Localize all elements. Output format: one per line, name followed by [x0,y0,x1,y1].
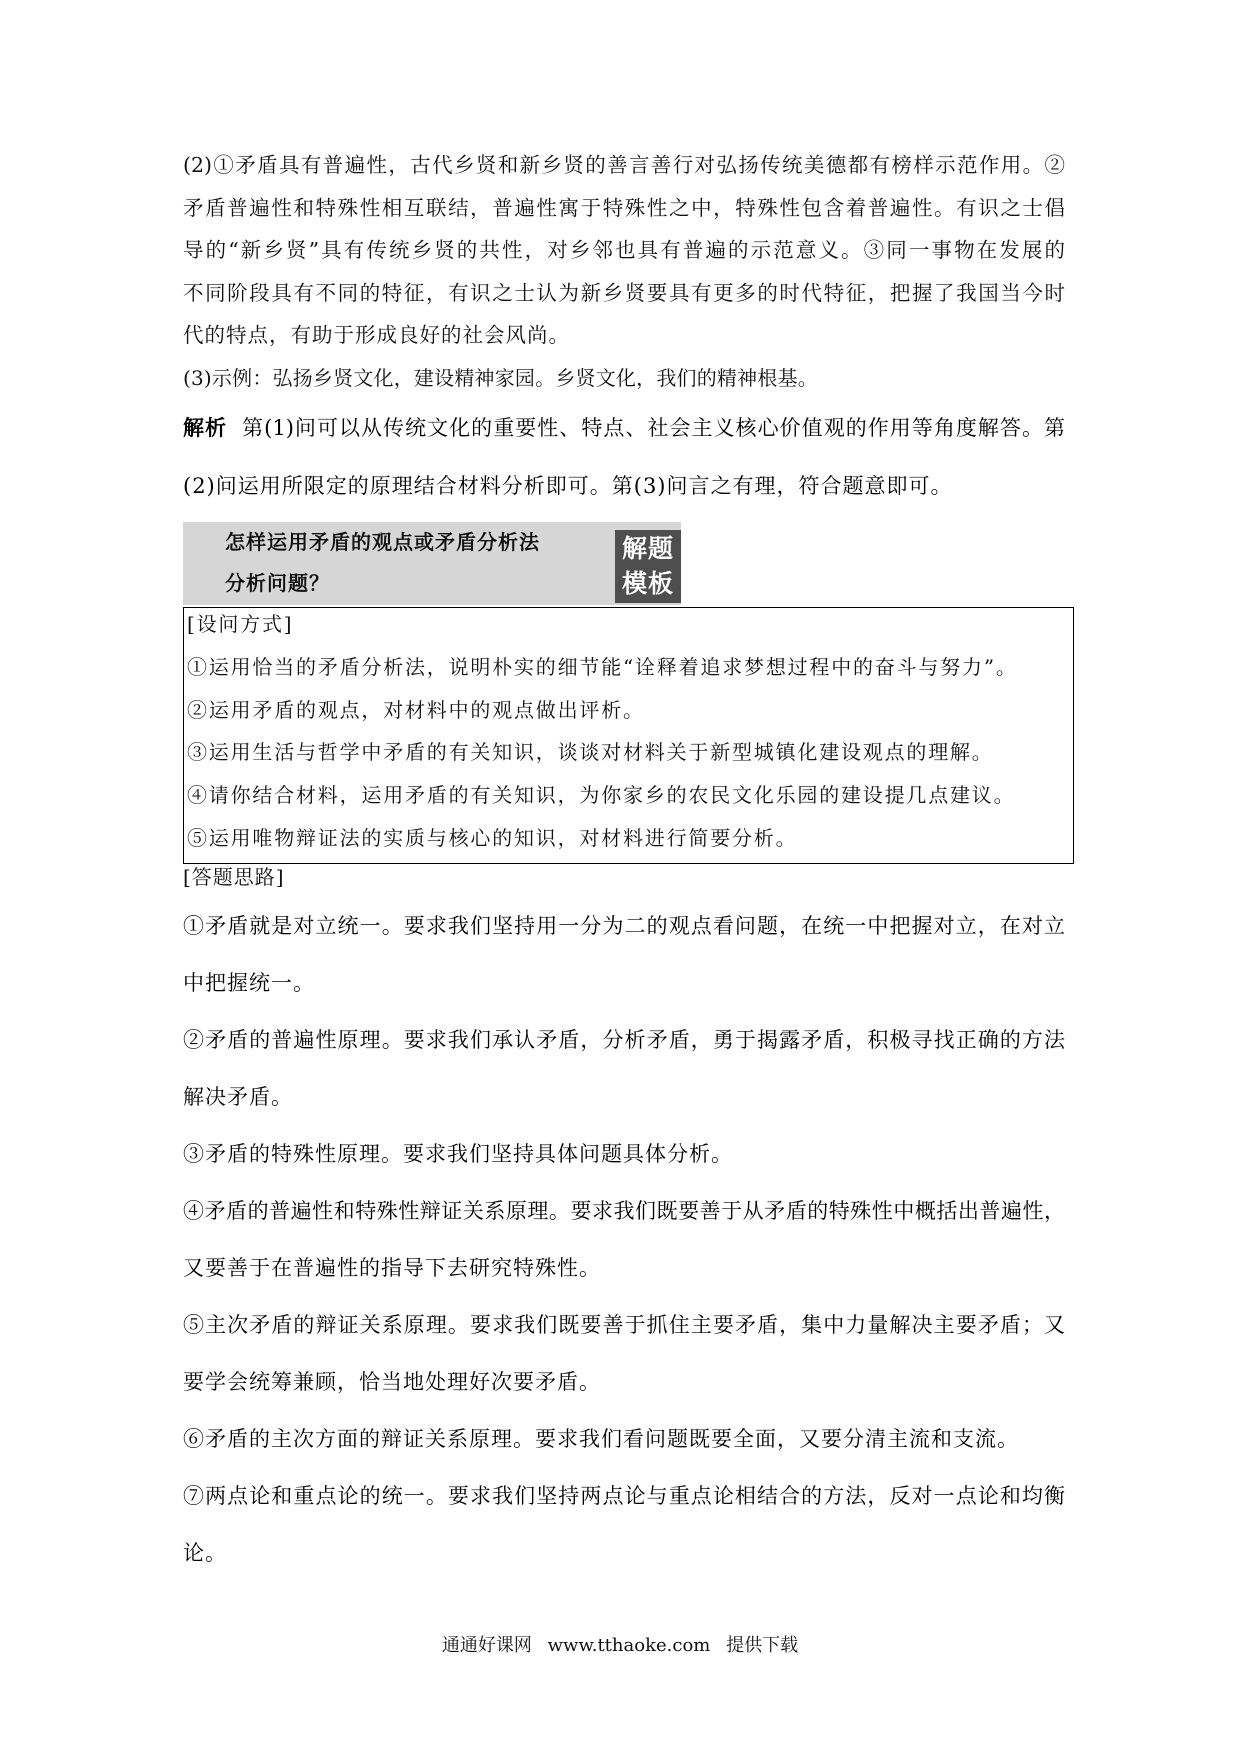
approach-item-line: ⑦两点论和重点论的统一。要求我们坚持两点论与重点论相结合的方法，反对一点论和均衡 [183,1484,1065,1508]
question-item: ⑤运用唯物辩证法的实质与核心的知识，对材料进行简要分析。 [187,825,798,850]
approach-item-line: ③矛盾的特殊性原理。要求我们坚持具体问题具体分析。 [183,1142,733,1166]
question-methods-box [183,607,1074,864]
template-header-title [225,522,540,604]
approach-item-line: ⑤主次矛盾的辩证关系原理。要求我们既要善于抓住主要矛盾，集中力量解决主要矛盾；又 [183,1313,1065,1337]
template-header-title-line: 分析问题？ [225,571,330,595]
approach-item-line: 又要善于在普遍性的指导下去研究特殊性。 [183,1256,601,1280]
approach-item-line: 解决矛盾。 [183,1085,293,1109]
analysis-section [183,399,1065,515]
analysis-line [183,399,1065,457]
approach-item-line: ①矛盾就是对立统一。要求我们坚持用一分为二的观点看问题，在统一中把握对立，在对立 [183,914,1065,938]
analysis-line: (2)问运用所限定的原理结合材料分析即可。第(3)问言之有理，符合题意即可。 [183,474,953,498]
answer-part3: (3)示例：弘扬乡贤文化，建设精神家园。乡贤文化，我们的精神根基。 [183,365,818,390]
page-footer: 通通好课网 www.tthaoke.com 提供下载 [441,1635,799,1656]
approach-item-line: 要学会统筹兼顾，恰当地处理好次要矛盾。 [183,1370,601,1394]
question-methods-heading: [设问方式] [187,612,294,636]
question-item: ④请你结合材料，运用矛盾的有关知识，为你家乡的农民文化乐园的建设提几点建议。 [187,783,1016,808]
template-badge-line: 解题 [621,534,674,563]
question-item: ③运用生活与哲学中矛盾的有关知识，谈谈对材料关于新型城镇化建设观点的理解。 [187,740,994,765]
approach-item-line: ②矛盾的普遍性原理。要求我们承认矛盾，分析矛盾，勇于揭露矛盾，积极寻找正确的方法 [183,1028,1065,1052]
answer-part2-line: 不同阶段具有不同的特征，有识之士认为新乡贤要具有更多的时代特征，把握了我国当今时 [183,280,1065,305]
question-item: ②运用矛盾的观点，对材料中的观点做出评析。 [187,697,645,722]
answer-section [183,144,1065,399]
answer-part2-line: (2)①矛盾具有普遍性，古代乡贤和新乡贤的善言善行对弘扬传统美德都有榜样示范作用。② [183,153,1065,177]
approach-item-line: ⑥矛盾的主次方面的辩证关系原理。要求我们看问题既要全面，又要分清主流和支流。 [183,1427,1019,1451]
answer-part2-line: 矛盾普遍性和特殊性相互联结，普遍性寓于特殊性之中，特殊性包含着普遍性。有识之士倡 [183,195,1065,220]
analysis-text: 第(1)问可以从传统文化的重要性、特点、社会主义核心价值观的作用等角度解答。第 [241,416,1065,440]
approach-section [183,898,1065,1582]
approach-item-line: 中把握统一。 [183,971,315,995]
answer-part2-line: 代的特点，有助于形成良好的社会风尚。 [183,323,570,347]
approach-item-line: ④矛盾的普遍性和特殊性辩证关系原理。要求我们既要善于从矛盾的特殊性中概括出普遍性， [183,1199,1065,1223]
question-methods-content [187,603,1067,860]
question-item: ①运用恰当的矛盾分析法，说明朴实的细节能“诠释着追求梦想过程中的奋斗与努力”。 [187,654,1018,679]
answer-part2-line: 导的“新乡贤”具有传统乡贤的共性，对乡邻也具有普遍的示范意义。③同一事物在发展的 [183,238,1065,262]
template-badge-line: 模板 [621,569,674,598]
template-header-band [183,522,681,605]
approach-item-line: 论。 [183,1541,227,1565]
template-header-title-line: 怎样运用矛盾的观点或矛盾分析法 [225,530,540,554]
analysis-label: 解析 [183,415,228,440]
template-badge [615,530,681,603]
approach-heading: [答题思路] [183,865,285,889]
